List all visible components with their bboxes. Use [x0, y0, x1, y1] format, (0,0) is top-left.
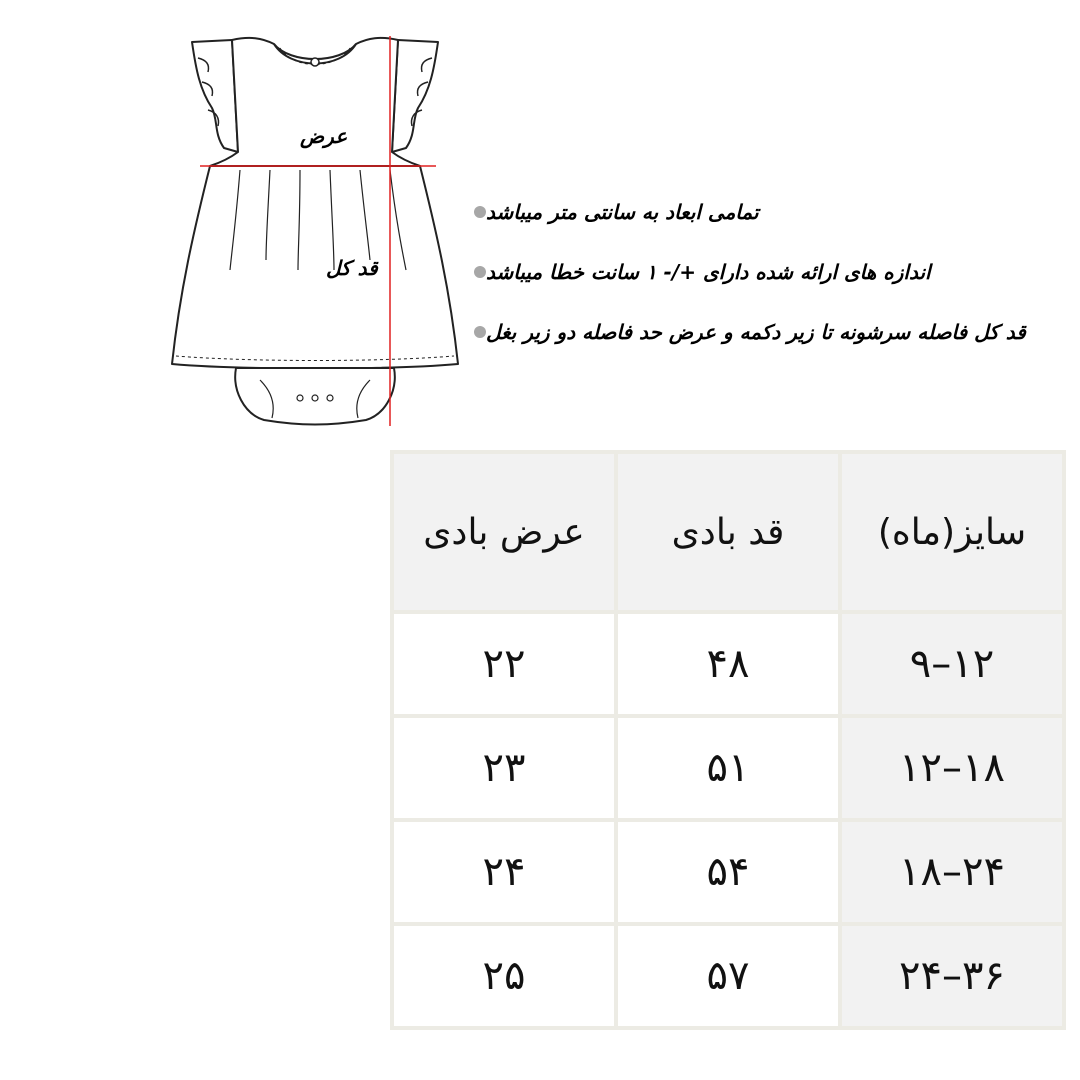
cell-width: ۲۳ — [392, 716, 616, 820]
right-ruffle-sleeve — [392, 40, 438, 152]
table-header-row — [392, 452, 1064, 612]
table-row — [392, 612, 1064, 716]
size-table — [390, 450, 1066, 1030]
cell-size: ۲۴–۳۶ — [840, 924, 1064, 1028]
cell-size: ۱۲–۱۸ — [840, 716, 1064, 820]
table-row — [392, 924, 1064, 1028]
cell-length: ۵۴ — [616, 820, 840, 924]
total-length-label: قد کل — [326, 256, 378, 280]
left-ruffle-sleeve — [192, 40, 238, 152]
table-row — [392, 820, 1064, 924]
header-length: قد بادی — [616, 452, 840, 612]
cell-size: ۱۸–۲۴ — [840, 820, 1064, 924]
note-text: اندازه های ارائه شده دارای +/- ۱ سانت خطا میباشد — [486, 260, 931, 284]
note-text: تمامی ابعاد به سانتی متر میباشد — [486, 200, 759, 224]
notes-list — [460, 200, 1026, 380]
garment-illustration — [140, 30, 460, 430]
table-row — [392, 716, 1064, 820]
header-width: عرض بادی — [392, 452, 616, 612]
note-item — [460, 200, 1020, 224]
bullet-icon — [474, 266, 486, 278]
width-label: عرض — [300, 124, 348, 148]
header-size: سایز(ماه) — [840, 452, 1064, 612]
note-item — [460, 320, 1026, 344]
cell-length: ۴۸ — [616, 612, 840, 716]
cell-width: ۲۵ — [392, 924, 616, 1028]
note-item — [460, 260, 1020, 284]
note-text: قد کل فاصله سرشونه تا زیر دکمه و عرض حد فاصله دو زیر بغل — [486, 320, 1026, 344]
cell-length: ۵۱ — [616, 716, 840, 820]
cell-width: ۲۲ — [392, 612, 616, 716]
skirt — [172, 166, 458, 369]
bullet-icon — [474, 206, 486, 218]
cell-width: ۲۴ — [392, 820, 616, 924]
cell-size: ۹–۱۲ — [840, 612, 1064, 716]
bullet-icon — [474, 326, 486, 338]
cell-length: ۵۷ — [616, 924, 840, 1028]
